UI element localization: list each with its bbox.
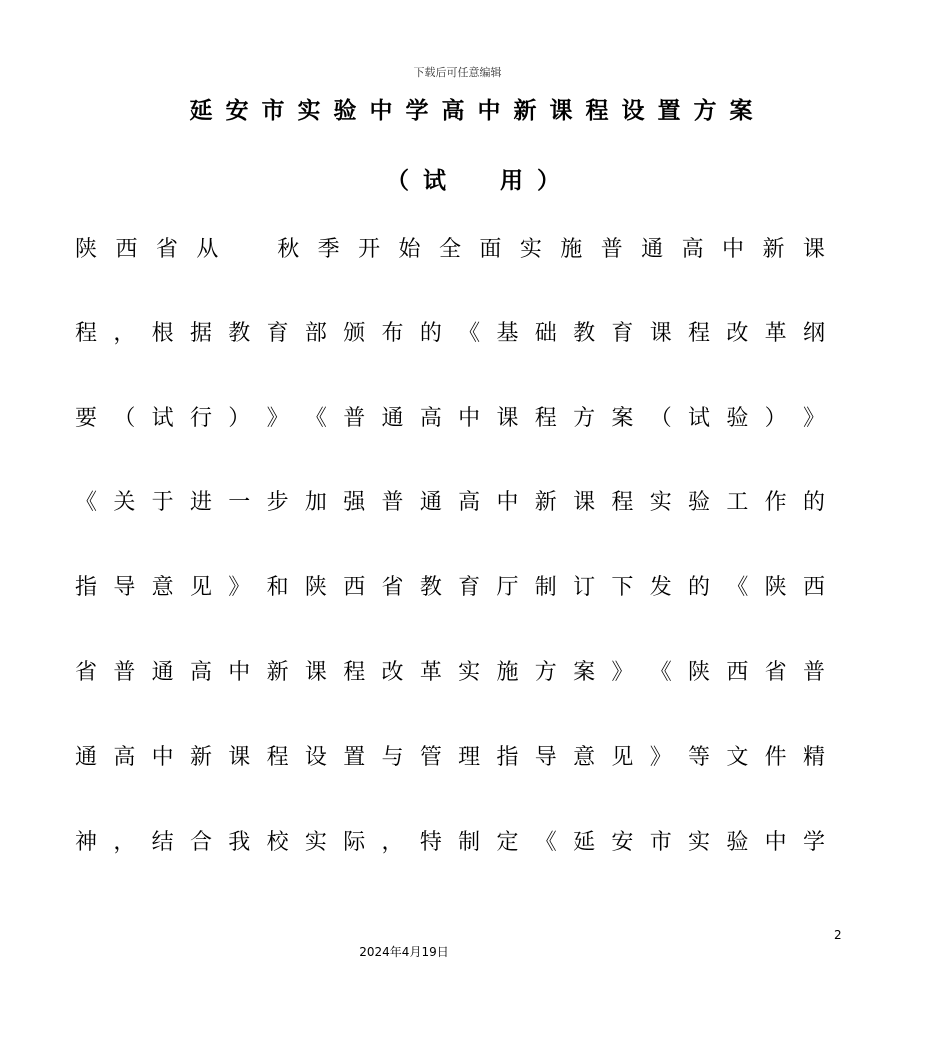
body-line: 陕 西 省 从 秋 季 开 始 全 面 实 施 普 通 高 中 新 课 (75, 237, 825, 262)
body-line: 省 普 通 高 中 新 课 程 改 革 实 施 方 案 》 《 陕 西 省 普 (75, 660, 825, 685)
footer-date: 2024年4月19日 (359, 945, 449, 959)
document-subtitle (0, 162, 950, 195)
body-line: 《 关 于 进 一 步 加 强 普 通 高 中 新 课 程 实 验 工 作 的 (75, 490, 825, 515)
body-line: 神 ， 结 合 我 校 实 际 ， 特 制 定 《 延 安 市 实 验 中 学 (75, 830, 825, 855)
subtitle-close: 用） (500, 168, 574, 194)
body-line: 要 （ 试 行 ） 》 《 普 通 高 中 课 程 方 案 （ 试 验 ） 》 (75, 406, 825, 431)
body-line: 程 ， 根 据 教 育 部 颁 布 的 《 基 础 教 育 课 程 改 革 纲 (75, 321, 825, 346)
page-number: 2 (834, 928, 842, 942)
body-line: 指 导 意 见 》 和 陕 西 省 教 育 厅 制 订 下 发 的 《 陕 西 (75, 575, 825, 600)
header-note: 下载后可任意编辑 (413, 66, 502, 79)
subtitle-open: （试 (386, 168, 460, 194)
body-line: 通 高 中 新 课 程 设 置 与 管 理 指 导 意 见 》 等 文 件 精 (75, 745, 825, 770)
document-title: 延安市实验中学高中新课程设置方案 (189, 98, 766, 124)
